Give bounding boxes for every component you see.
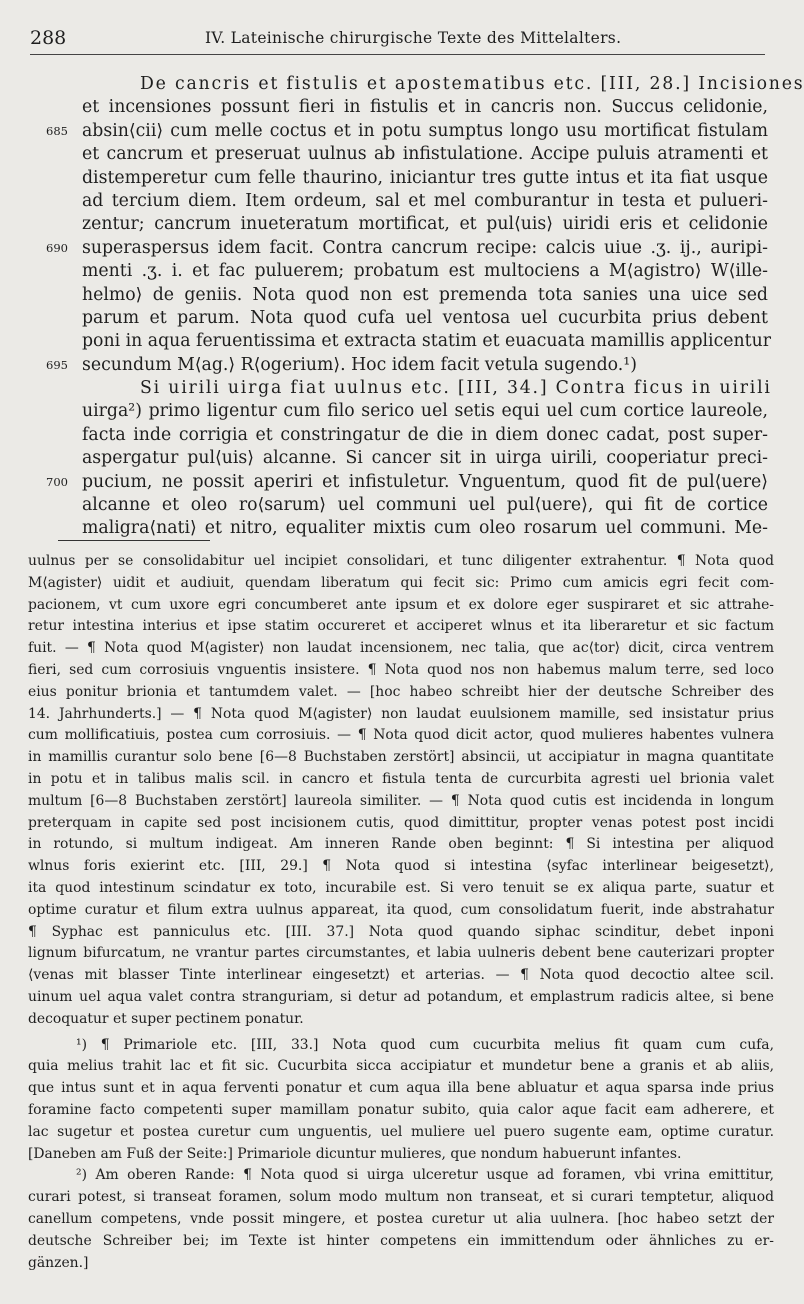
note-line: in rotundo, si multum indigeat. Am inneren Rande oben beginnt: ¶ Si intestina per aliquod: [28, 836, 774, 853]
line-text: absin⟨cii⟩ cum melle coctus et in potu sumptus longo usu mortificat fistulam: [82, 120, 768, 141]
text-line: [82, 213, 768, 236]
note-line: pacionem, vt cum uxore egri concumberet ante ipsum et ex dolore eger suspiraret et sic attrahe-: [28, 596, 774, 613]
footnotes: [28, 551, 774, 1274]
note-line: foramine facto competenti super mamillam ponatur subito, quia calor aque facit eam adherere, et: [28, 1101, 774, 1118]
note-line: fuit. — ¶ Nota quod M⟨agister⟩ non laudat incensionem, nec talia, que ac⟨tor⟩ dicit, circa ventrem: [28, 640, 774, 657]
text-line: [46, 354, 768, 377]
footnote-rule: [58, 540, 210, 541]
note-line: multum [6—8 Buchstaben zerstört] laureola similiter. — ¶ Nota quod cutis est incidenda in longum: [28, 792, 774, 809]
line-text: menti .ʒ. i. et fac puluerem; probatum est multociens a M⟨agistro⟩ W⟨ille-: [82, 261, 768, 282]
note-line: retur intestina interius et ipse statim occureret et acciperet wlnus et ita liberaretur et sic factum: [28, 618, 774, 635]
note-line: lac sugetur et postea curetur cum unguentis, uel muliere uel puero sugente eam, optime curatur.: [28, 1123, 774, 1140]
text-line: [46, 120, 768, 143]
note-line: [Daneben am Fuß der Seite:] Primariole dicuntur mulieres, que nondum habuerunt infantes.: [28, 1145, 682, 1162]
line-text: poni in aqua feruentissima et extracta statim et euacuata mamillis applicentur: [82, 331, 771, 352]
note-line: que intus sunt et in aqua ferventi ponatur et cum aqua illa bene abluatur et aqua sparsa inde prius: [28, 1080, 774, 1097]
line-text: facta inde corrigia et constringatur de die in diem donec cadat, post super-: [82, 424, 768, 445]
note-line: preterquam in capite sed post incisionem cutis, quod dimittitur, propter venas potest post incidi: [28, 814, 774, 831]
note-line: M⟨agister⟩ uidit et audiuit, quendam liberatum qui fecit sic: Primo cum amicis egri fecit com-: [28, 574, 774, 591]
text-line: [82, 190, 768, 213]
text-line: [82, 143, 768, 166]
line-number: 685: [46, 123, 68, 138]
line-number: 695: [46, 357, 68, 372]
line-text: distemperetur cum felle thaurino, iniciantur tres gutte intus et ita fiat usque: [82, 167, 768, 188]
header-rule: [30, 54, 765, 55]
line-number: 700: [46, 474, 68, 489]
main-text: [46, 73, 804, 541]
page-header: [30, 27, 765, 57]
text-line: [82, 330, 771, 353]
note-line: cum mollificatiuis, postea cum corrosiuis. — ¶ Nota quod dicit actor, quod mulieres habentes vulnera: [28, 727, 774, 744]
note-line: ¹) ¶ Primariole etc. [III, 33.] Nota quod cum cucurbita melius fit quam cum cufa,: [76, 1036, 774, 1053]
line-number: 690: [46, 240, 68, 255]
note-line: ⟨venas mit blasser Tinte interlinear eingesetzt⟩ et arterias. — ¶ Nota quod decoctio altee scil.: [28, 967, 774, 984]
line-text: Si uirili uirga fiat uulnus etc. [III, 34.] Contra ficus in uirili: [140, 378, 772, 399]
note-line: 14. Jahrhunderts.] — ¶ Nota quod M⟨agister⟩ non laudat euulsionem mamille, sed insistatur prius: [28, 705, 774, 722]
note-line: uulnus per se consolidabitur uel incipiet consolidari, et tunc diligenter extrahentur. ¶ Nota quod: [28, 553, 774, 569]
note-line: quia melius trahit lac et fit sic. Cucurbita sicca accipiatur et mundetur bene a granis et ab aliis,: [28, 1058, 774, 1075]
line-text: De cancris et fistulis et apostematibus etc. [III, 28.] Incisiones: [140, 74, 804, 94]
running-title: IV. Lateinische chirurgische Texte des Mittelalters.: [205, 29, 622, 47]
text-line: [82, 284, 768, 307]
note-line: curari potest, si transeat foramen, solum modo multum non transeat, et si curari temptetur, aliquod: [28, 1189, 774, 1206]
note-line: canellum competens, vnde possit mingere, et postea curetur ut alia uulnera. [hoc habeo setzt der: [28, 1210, 774, 1227]
note-line: ²) Am oberen Rande: ¶ Nota quod si uirga ulceretur usque ad foramen, vbi vrina emittitur,: [76, 1167, 774, 1184]
line-text: alcanne et oleo ro⟨sarum⟩ uel communi uel pul⟨uere⟩, qui fit de cortice: [82, 495, 768, 516]
note-line: fieri, sed cum corrosiuis vnguentis insistere. ¶ Nota quod nos non habemus malum terre, sed loco: [28, 661, 774, 678]
text-line: [46, 237, 768, 260]
note-line: optime curatur et filum extra uulnus appareat, ita quod, cum consolidatum fuerit, inde abstrahatur: [28, 901, 774, 918]
note-line: ita quod intestinum scindatur ex toto, incurabile est. Si vero tenuit se ex aliqua parte, suatur et: [28, 879, 774, 896]
line-text: pucium, ne possit aperiri et infistuletur. Vnguentum, quod fit de pul⟨uere⟩: [82, 471, 768, 492]
note-line: in potu et in talibus malis scil. in cancro et fistula tenta de curcurbita agresti uel brionia valet: [28, 770, 774, 787]
line-text: ad tercium diem. Item ordeum, sal et mel comburantur in testa et pulueri-: [82, 190, 768, 211]
note-line: eius ponitur brionia et tantumdem valet. — [hoc habeo schreibt hier der deutsche Schreiber des: [28, 683, 774, 700]
text-line: [82, 424, 768, 447]
line-text: uirga²) primo ligentur cum filo serico uel setis equi uel cum cortice laureole,: [82, 401, 768, 422]
text-line: [82, 517, 768, 540]
text-line: [82, 447, 768, 470]
text-line: [82, 307, 768, 330]
line-text: et cancrum et preseruat uulnus ab infistulatione. Accipe puluis atramenti et: [82, 144, 768, 165]
text-line: [82, 494, 768, 517]
text-line: [82, 96, 768, 119]
text-line: [82, 400, 768, 423]
note-line: deutsche Schreiber bei; im Texte ist hinter competens ein immittendum oder ähnliches zu er-: [28, 1232, 774, 1249]
note-line: in mamillis curantur solo bene [6—8 Buchstaben zerstört] absincii, ut accipiatur in magna quantitate: [28, 749, 774, 766]
line-text: parum et parum. Nota quod cufa uel ventosa uel cucurbita prius debent: [82, 307, 768, 328]
line-text: superaspersus idem facit. Contra cancrum recipe: calcis uiue .ʒ. ij., auripi-: [82, 237, 768, 258]
text-line: [82, 167, 768, 190]
note-line: gänzen.]: [28, 1254, 89, 1271]
line-text: maligra⟨nati⟩ et nitro, equaliter mixtis cum oleo rosarum uel communi. Me-: [82, 518, 768, 539]
line-text: aspergatur pul⟨uis⟩ alcanne. Si cancer sit in uirga uirili, cooperiatur preci-: [82, 448, 768, 469]
note-line: uinum uel aqua valet contra stranguriam, si detur ad potandum, et emplastrum radicis altee, si bene: [28, 988, 774, 1005]
text-line: [46, 471, 768, 494]
text-line: [82, 377, 772, 400]
note-line: lignum bifurcatum, ne vrantur partes circumstantes, et labia uulneris debent bene cauterizari propter: [28, 945, 774, 962]
text-line: [82, 260, 768, 283]
page-number: 288: [30, 27, 67, 49]
line-text: helmo⟩ de geniis. Nota quod non est premenda tota sanies una uice sed: [82, 284, 768, 305]
line-text: zentur; cancrum inueteratum mortificat, et pul⟨uis⟩ uiridi eris et celidonie: [82, 214, 768, 235]
line-text: et incensiones possunt fieri in fistulis et in cancris non. Succus celidonie,: [82, 97, 768, 118]
note-line: decoquatur et super pectinem ponatur.: [28, 1010, 304, 1027]
line-text: secundum M⟨ag.⟩ R⟨ogerium⟩. Hoc idem facit vetula sugendo.¹): [82, 354, 637, 375]
text-line: [82, 73, 804, 96]
note-line: wlnus foris exierint etc. [III, 29.] ¶ Nota quod si intestina ⟨syfac interlinear beigesetzt⟩,: [28, 858, 774, 875]
note-line: ¶ Syphac est panniculus etc. [III. 37.] Nota quod quando siphac scinditur, debet inponi: [28, 923, 774, 940]
